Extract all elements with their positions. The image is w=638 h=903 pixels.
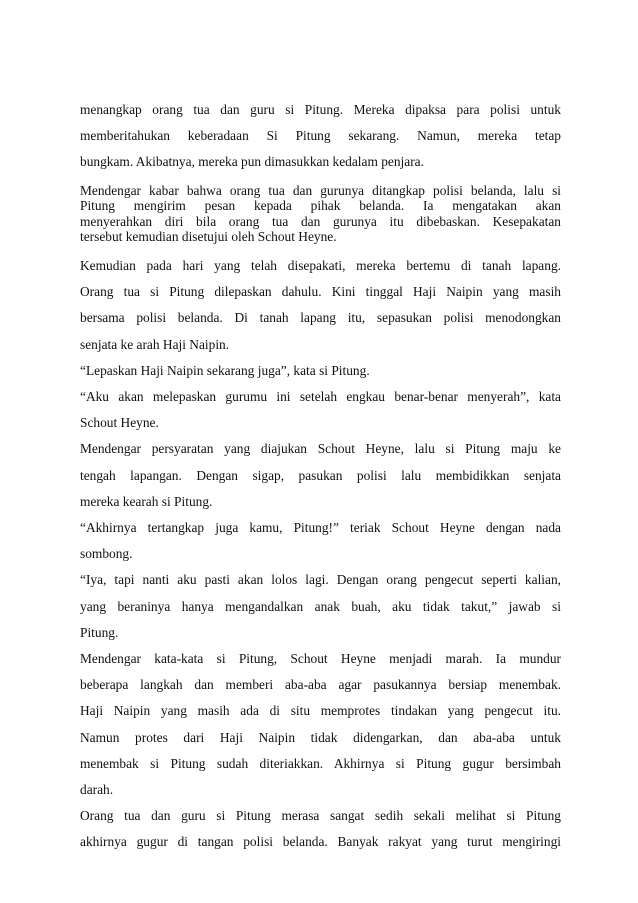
text-line: akhirnya gugur di tangan polisi belanda. Banyak rakyat yang turut mengiringi (80, 834, 561, 850)
text-line: Haji Naipin yang masih ada di situ memprotes tindakan yang pengecut itu. (80, 703, 561, 719)
text-line: Pitung mengirim pesan kepada pihak belanda. Ia mengatakan akan (80, 198, 561, 214)
text-line: tersebut kemudian disetujui oleh Schout Heyne. (80, 229, 337, 245)
text-line: memberitahukan keberadaan Si Pitung sekarang. Namun, mereka tetap (80, 128, 561, 144)
text-line: Orang tua dan guru si Pitung merasa sangat sedih sekali melihat si Pitung (80, 808, 561, 824)
paragraph (80, 183, 561, 245)
paragraph (80, 803, 561, 855)
text-line: Pitung. (80, 624, 119, 640)
text-line: yang beraninya hanya mengandalkan anak buah, aku tidak takut,” jawab si (80, 598, 561, 614)
text-line: beberapa langkah dan memberi aba-aba agar pasukannya bersiap menembak. (80, 677, 561, 693)
paragraph (80, 646, 561, 803)
text-line: bungkam. Akibatnya, mereka pun dimasukkan kedalam penjara. (80, 154, 424, 170)
text-line: menangkap orang tua dan guru si Pitung. Mereka dipaksa para polisi untuk (80, 102, 561, 117)
text-line: “Aku akan melepaskan gurumu ini setelah engkau benar-benar menyerah”, kata (80, 389, 561, 404)
text-line: senjata ke arah Haji Naipin. (80, 336, 230, 352)
text-line: mereka kearah si Pitung. (80, 493, 213, 509)
text-line: Kemudian pada hari yang telah disepakati, mereka bertemu di tanah lapang. (80, 257, 561, 273)
text-line: darah. (80, 782, 114, 798)
text-line: menyerahkan diri bila orang tua dan gurunya itu dibebaskan. Kesepakatan (80, 213, 561, 229)
paragraph (80, 567, 561, 646)
text-line: Mendengar kata-kata si Pitung, Schout Heyne menjadi marah. Ia mundur (80, 651, 561, 667)
paragraph (80, 515, 561, 567)
text-line: Mendengar persyaratan yang diajukan Schout Heyne, lalu si Pitung maju ke (80, 441, 561, 457)
text-line: Mendengar kabar bahwa orang tua dan gurunya ditangkap polisi belanda, lalu si (80, 182, 561, 198)
text-line: menembak si Pitung sudah diteriakkan. Akhirnya si Pitung gugur bersimbah (80, 755, 561, 771)
paragraph (80, 384, 561, 436)
text-line: sombong. (80, 546, 133, 562)
document-page (80, 97, 561, 856)
text-line: Schout Heyne. (80, 415, 159, 431)
text-line: “Lepaskan Haji Naipin sekarang juga”, kata si Pitung. (80, 362, 370, 378)
paragraph (80, 253, 561, 358)
text-line: Namun protes dari Haji Naipin tidak didengarkan, dan aba-aba untuk (80, 729, 561, 745)
text-line: bersama polisi belanda. Di tanah lapang itu, sepasukan polisi menodongkan (80, 310, 561, 326)
text-line: “Akhirnya tertangkap juga kamu, Pitung!” teriak Schout Heyne dengan nada (80, 520, 561, 536)
paragraph (80, 358, 561, 384)
text-line: “Iya, tapi nanti aku pasti akan lolos lagi. Dengan orang pengecut seperti kalian, (80, 572, 561, 588)
text-line: tengah lapangan. Dengan sigap, pasukan polisi lalu membidikkan senjata (80, 467, 561, 483)
text-line: Orang tua si Pitung dilepaskan dahulu. Kini tinggal Haji Naipin yang masih (80, 284, 561, 300)
paragraph (80, 97, 561, 176)
paragraph (80, 436, 561, 515)
